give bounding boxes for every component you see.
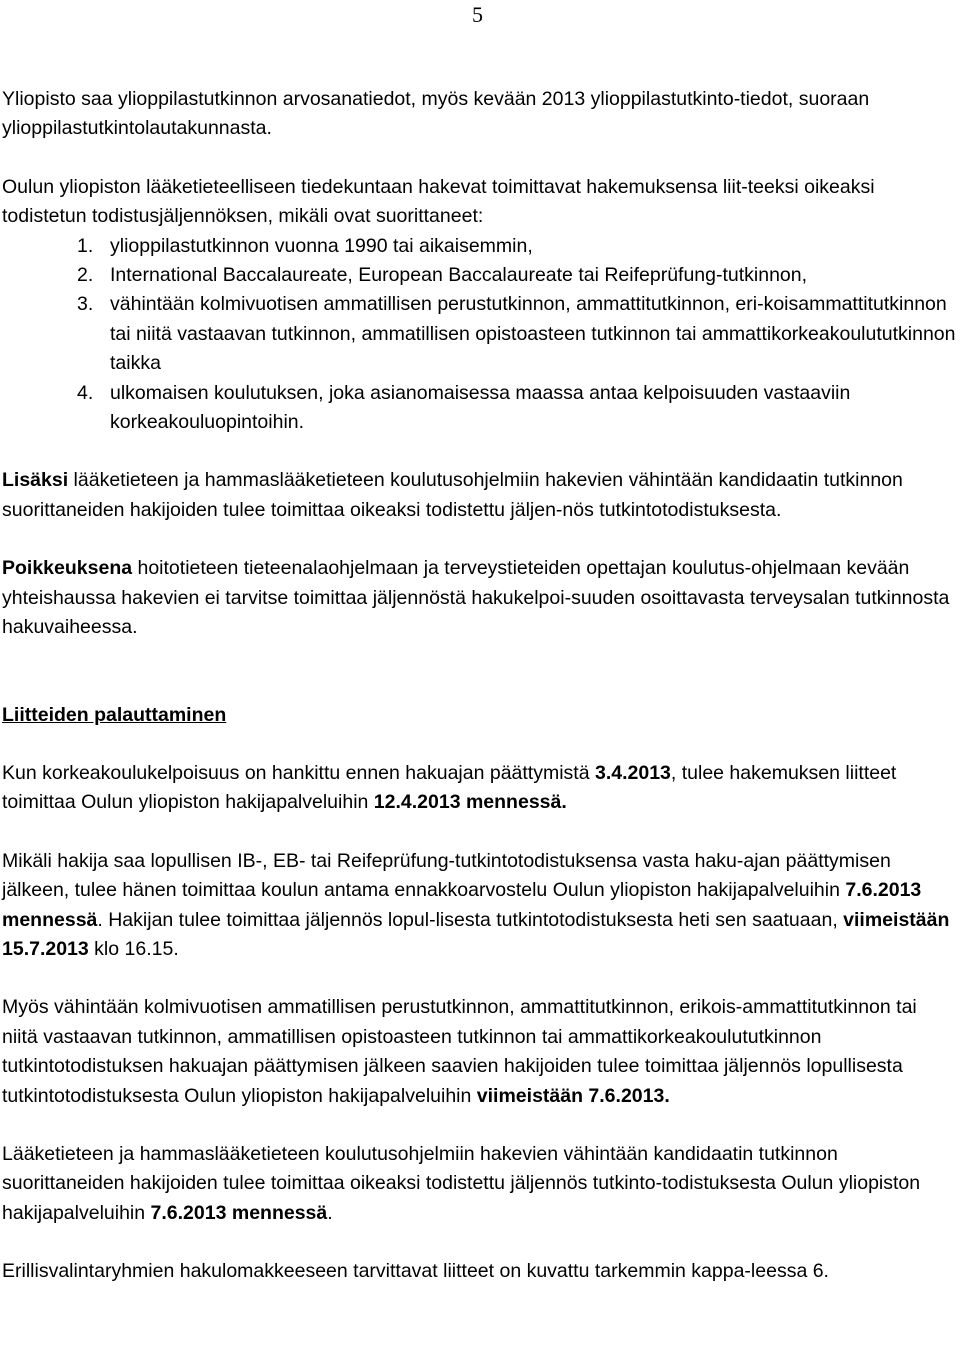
date-emphasis: 7.6.2013 mennessä [150,1201,328,1224]
paragraph-text: lääketieteen ja hammaslääketieteen koulutusohjelmiin hakevien vähintään kandidaatin tutkinnon suorittaneiden hakijoiden tulee toimittaa oikeaksi todistettu jäljen-nös tutkintotodistuksesta. [2,469,903,521]
date-emphasis: 12.4.2013 mennessä. [373,791,567,814]
paragraph-text: Myös vähintään kolmivuotisen ammatillisen perustutkinnon, ammattitutkinnon, erikois-ammattitutkinnon tai niitä vastaavan tutkinnon, ammatillisen opistoasteen tutkinnon tai ammattikorkeakoulututkinnon tutkintotodistuksen hakuajan päättymisen jälkeen saavien hakijoiden tulee toimittaa jäljennös lopullisesta tutkintotodistuksesta Oulun yliopiston hakijapalveluihin [2,996,917,1107]
list-item-text: International Baccalaureate, European Baccalaureate tai Reifeprüfung-tutkinnon, [110,264,808,287]
page-number: 5 [472,2,483,27]
date-emphasis: viimeistään 7.6.2013. [476,1084,670,1107]
list-item [77,379,956,438]
paragraph-text: klo 16.15. [88,937,179,960]
date-emphasis: 3.4.2013 [594,761,671,784]
emphasis-text: Lisäksi [2,469,69,492]
list-item [77,290,956,378]
paragraph-text: Erillisvalintaryhmien hakulomakkeeseen tarvittavat liitteet on kuvattu tarkemmin kappa-leessa 6. [2,1260,829,1283]
list-item [77,232,956,261]
paragraph-text: Oulun yliopiston lääketieteelliseen tiedekuntaan hakevat toimittavat hakemuksensa liit-teeksi oikeaksi todistetun todistusjäljennöksen, mikäli ovat suorittaneet: [2,175,875,228]
date-emphasis: viimeistään 15.7.2013 [2,908,950,960]
paragraph-vocational-certificates [2,993,956,1111]
paragraph-attachments-intro [2,173,956,232]
qualification-list [2,232,956,438]
paragraph-text: hoitotieteen tieteenalaohjelmaan ja terveystieteiden opettajan koulutus-ohjelmaan kevään yhteishaussa hakevien ei tarvitse toimittaa jäljennöstä hakukelpoi-suuden osoittavasta terveysalan tutkinnosta hakuvaiheessa. [2,557,950,639]
list-item-number: 1. [77,234,94,257]
list-item-number: 2. [77,264,94,287]
paragraph-matriculation-info [2,85,956,144]
paragraph-text: , tulee hakemuksen liitteet toimittaa Oulun yliopiston hakijapalveluihin [2,761,897,814]
section-heading: Liitteiden palauttaminen [2,703,227,726]
paragraph-text: Yliopisto saa ylioppilastutkinnon arvosanatiedot, myös kevään 2013 ylioppilastutkinto-tiedot, suoraan ylioppilastutkintolautakunnasta. [2,88,870,140]
paragraph-additionally [2,466,956,525]
paragraph-text: Lääketieteen ja hammaslääketieteen koulutusohjelmiin hakevien vähintään kandidaatin tutkinnon suorittaneiden hakijoiden tulee toimittaa oikeaksi todistettu jäljennös tutkinto-todistuksesta Oulun yliopiston hakijapalveluihin [2,1142,921,1224]
paragraph-special-groups [2,1257,956,1286]
list-item-text: ulkomaisen koulutuksen, joka asianomaisessa maassa antaa kelpoisuuden vastaaviin korkeakouluopintoihin. [110,381,851,434]
emphasis-text: Poikkeuksena [2,557,133,580]
list-item [77,261,956,290]
date-emphasis: 7.6.2013 mennessä [2,879,922,931]
paragraph-medicine-bachelor [2,1140,956,1228]
list-item-number: 3. [77,293,94,316]
paragraph-return-deadline [2,759,956,818]
document-body [2,85,956,1287]
paragraph-exception [2,554,956,642]
paragraph-text: . [327,1201,333,1224]
paragraph-text: Kun korkeakoulukelpoisuus on hankittu ennen hakuajan päättymistä [2,761,595,784]
list-item-text: ylioppilastutkinnon vuonna 1990 tai aikaisemmin, [110,234,533,257]
list-item-text: vähintään kolmivuotisen ammatillisen perustutkinnon, ammattitutkinnon, eri-koisammattitutkinnon tai niitä vastaavan tutkinnon, ammatillisen opistoasteen tutkinnon tai ammattikorkeakoulututkinnon taikka [110,293,956,375]
list-item-number: 4. [77,381,94,404]
paragraph-text: Mikäli hakija saa lopullisen IB-, EB- tai Reifeprüfung-tutkintotodistuksensa vasta haku-ajan päättymisen jälkeen, tulee hänen toimittaa koulun antama ennakkoarvostelu Oulun yliopiston hakijapalveluihin [2,849,891,902]
paragraph-text: . Hakijan tulee toimittaa jäljennös lopul-lisesta tutkintotodistuksesta heti sen saatuaan, [97,908,844,931]
paragraph-ib-eb-certificates [2,847,956,965]
